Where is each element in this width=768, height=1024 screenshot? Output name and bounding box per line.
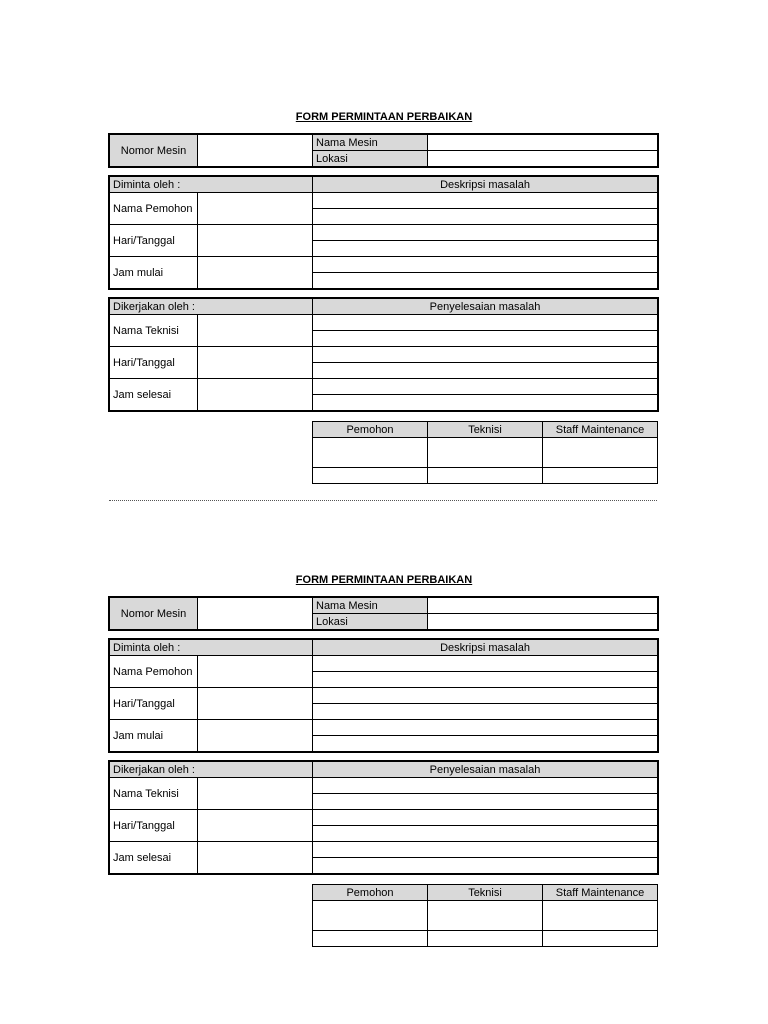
request-row-label: Nama Pemohon (110, 193, 198, 225)
request-line-field[interactable] (313, 241, 658, 257)
request-row-field[interactable] (198, 193, 313, 225)
work-line-field[interactable] (313, 315, 658, 331)
form-title: FORM PERMINTAAN PERBAIKAN (295, 111, 473, 123)
request-description-header: Deskripsi masalah (313, 640, 658, 656)
signature-box[interactable] (313, 438, 428, 468)
work-row-label: Jam selesai (110, 379, 198, 411)
signature-name-field[interactable] (428, 468, 543, 484)
form-title: FORM PERMINTAAN PERBAIKAN (295, 574, 473, 586)
request-line-field[interactable] (313, 193, 658, 209)
work-line-field[interactable] (313, 363, 658, 379)
signature-name-field[interactable] (313, 468, 428, 484)
request-table (109, 639, 658, 752)
work-by-label: Dikerjakan oleh : (110, 299, 313, 315)
request-line-field[interactable] (313, 672, 658, 688)
work-line-field[interactable] (313, 858, 658, 874)
signature-name-field[interactable] (313, 931, 428, 947)
signature-name-field[interactable] (428, 931, 543, 947)
signature-box[interactable] (428, 438, 543, 468)
nomor-mesin-label: Nomor Mesin (110, 135, 198, 167)
nomor-mesin-label: Nomor Mesin (110, 598, 198, 630)
request-row-field[interactable] (198, 225, 313, 257)
work-row-label: Nama Teknisi (110, 315, 198, 347)
machine-info-table (109, 597, 658, 630)
work-line-field[interactable] (313, 826, 658, 842)
work-row-field[interactable] (198, 347, 313, 379)
request-row-label: Hari/Tanggal (110, 688, 198, 720)
request-line-field[interactable] (313, 257, 658, 273)
nomor-mesin-field[interactable] (198, 598, 313, 630)
work-line-field[interactable] (313, 395, 658, 411)
signature-name-field[interactable] (543, 468, 658, 484)
lokasi-field[interactable] (428, 614, 658, 630)
lokasi-label: Lokasi (313, 614, 428, 630)
signature-name-field[interactable] (543, 931, 658, 947)
work-line-field[interactable] (313, 810, 658, 826)
nama-mesin-field[interactable] (428, 598, 658, 614)
work-row-label: Nama Teknisi (110, 778, 198, 810)
work-table (109, 761, 658, 874)
nama-mesin-label: Nama Mesin (313, 135, 428, 151)
request-line-field[interactable] (313, 209, 658, 225)
request-row-label: Hari/Tanggal (110, 225, 198, 257)
signature-header: Staff Maintenance (543, 885, 658, 901)
lokasi-field[interactable] (428, 151, 658, 167)
request-by-label: Diminta oleh : (110, 177, 313, 193)
request-row-field[interactable] (198, 720, 313, 752)
nama-mesin-label: Nama Mesin (313, 598, 428, 614)
request-line-field[interactable] (313, 688, 658, 704)
signature-header: Teknisi (428, 885, 543, 901)
work-line-field[interactable] (313, 379, 658, 395)
request-by-label: Diminta oleh : (110, 640, 313, 656)
work-table (109, 298, 658, 411)
nomor-mesin-field[interactable] (198, 135, 313, 167)
request-row-label: Jam mulai (110, 720, 198, 752)
work-row-label: Hari/Tanggal (110, 347, 198, 379)
work-row-field[interactable] (198, 315, 313, 347)
signature-header: Staff Maintenance (543, 422, 658, 438)
signature-box[interactable] (543, 901, 658, 931)
signature-header: Teknisi (428, 422, 543, 438)
request-line-field[interactable] (313, 736, 658, 752)
work-row-label: Hari/Tanggal (110, 810, 198, 842)
request-line-field[interactable] (313, 704, 658, 720)
machine-info-table (109, 134, 658, 167)
signature-table (312, 884, 658, 947)
work-line-field[interactable] (313, 842, 658, 858)
request-table (109, 176, 658, 289)
signature-header: Pemohon (313, 885, 428, 901)
request-row-field[interactable] (198, 257, 313, 289)
signature-box[interactable] (428, 901, 543, 931)
signature-box[interactable] (313, 901, 428, 931)
work-row-label: Jam selesai (110, 842, 198, 874)
work-line-field[interactable] (313, 331, 658, 347)
work-line-field[interactable] (313, 778, 658, 794)
request-line-field[interactable] (313, 273, 658, 289)
work-description-header: Penyelesaian masalah (313, 299, 658, 315)
signature-box[interactable] (543, 438, 658, 468)
signature-table (312, 421, 658, 484)
request-line-field[interactable] (313, 720, 658, 736)
work-line-field[interactable] (313, 347, 658, 363)
request-line-field[interactable] (313, 656, 658, 672)
work-row-field[interactable] (198, 778, 313, 810)
request-row-field[interactable] (198, 656, 313, 688)
work-row-field[interactable] (198, 842, 313, 874)
signature-header: Pemohon (313, 422, 428, 438)
cut-line (109, 500, 657, 501)
work-line-field[interactable] (313, 794, 658, 810)
nama-mesin-field[interactable] (428, 135, 658, 151)
request-row-label: Jam mulai (110, 257, 198, 289)
work-row-field[interactable] (198, 379, 313, 411)
work-description-header: Penyelesaian masalah (313, 762, 658, 778)
request-row-field[interactable] (198, 688, 313, 720)
request-row-label: Nama Pemohon (110, 656, 198, 688)
work-by-label: Dikerjakan oleh : (110, 762, 313, 778)
request-line-field[interactable] (313, 225, 658, 241)
lokasi-label: Lokasi (313, 151, 428, 167)
work-row-field[interactable] (198, 810, 313, 842)
request-description-header: Deskripsi masalah (313, 177, 658, 193)
